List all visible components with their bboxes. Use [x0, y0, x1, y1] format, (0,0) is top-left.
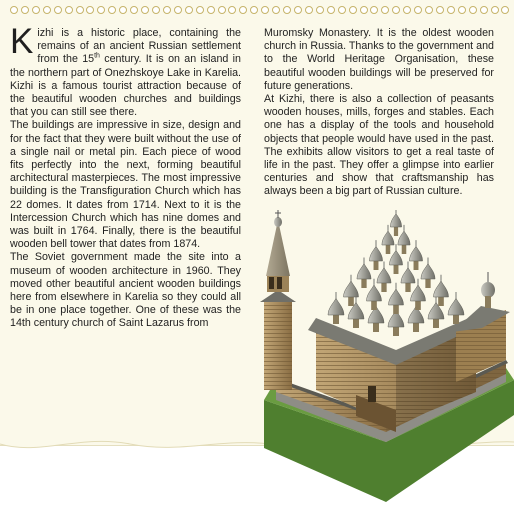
binding-ring-icon	[316, 6, 324, 14]
kizhi-church-illustration	[256, 210, 514, 512]
dome-drum	[361, 278, 366, 288]
dome-drum	[353, 318, 359, 328]
binding-ring-icon	[305, 6, 313, 14]
binding-ring-icon	[501, 6, 509, 14]
onion-dome	[433, 281, 448, 297]
binding-ring-icon	[218, 6, 226, 14]
dome-drum	[394, 226, 398, 236]
dome-drum	[348, 296, 354, 306]
onion-dome	[366, 285, 381, 301]
binding-ring-icon	[119, 6, 127, 14]
binding-ring-icon	[392, 6, 400, 14]
paragraph-intro	[10, 22, 242, 119]
onion-dome	[409, 246, 422, 261]
dome-drum	[381, 282, 386, 292]
binding-ring-icon	[272, 6, 280, 14]
binding-ring-icon	[349, 6, 357, 14]
dome-drum	[373, 322, 379, 332]
paragraph-collection: At Kizhi, there is also a collection of peasants wooden houses, mills, forges and stables. Each one has a display of the tools and household objects that people would have used in the past. The exhibits allow visitors to get a real taste of life in the past. They offer a glimpse into earlier centuries and show that craftsmanship has always been a big part of Russian culture.	[264, 93, 494, 198]
binding-ring-icon	[436, 6, 444, 14]
dome-drum	[333, 314, 339, 324]
dome-drum	[438, 296, 444, 306]
binding-ring-icon	[327, 6, 335, 14]
binding-ring-icon	[54, 6, 62, 14]
dome-drum	[414, 260, 419, 270]
binding-ring-icon	[76, 6, 84, 14]
article-left-column	[10, 22, 242, 331]
binding-ring-icon	[425, 6, 433, 14]
binding-ring-icon	[163, 6, 171, 14]
binding-ring-icon	[152, 6, 160, 14]
superscript-th: th	[94, 52, 100, 60]
dome-drum	[413, 322, 419, 332]
binding-ring-icon	[185, 6, 193, 14]
binding-ring-icon	[97, 6, 105, 14]
binding-ring-icon	[480, 6, 488, 14]
binding-ring-icon	[414, 6, 422, 14]
binding-ring-icon	[108, 6, 116, 14]
paragraph-intro-text-1: izhi is a historic place, containing the remains of an ancient Russian settlement from the 15	[37, 27, 241, 66]
binding-ring-icon	[86, 6, 94, 14]
binding-ring-icon	[381, 6, 389, 14]
dome-drum	[386, 244, 391, 254]
spiral-binding-icon	[10, 6, 510, 16]
binding-ring-icon	[43, 6, 51, 14]
binding-ring-icon	[10, 6, 18, 14]
binding-ring-icon	[458, 6, 466, 14]
paragraph-soviet: The Soviet government made the site into a museum of wooden architecture in 1960. They moved other beautiful ancient wooden buildings here from elsewhere in Karelia so they could all be in one place together. One of these was the 14th century church of Saint Lazarus from	[10, 251, 241, 330]
binding-ring-icon	[174, 6, 182, 14]
binding-ring-icon	[360, 6, 368, 14]
onion-dome	[343, 281, 358, 297]
paragraph-intro-text-2: century. It is on an island in the northern part of Onezhskoye Lake in Karelia. Kizhi is a famous tourist attraction because of the beautiful wooden churches and buildings that you can still see there.	[10, 53, 242, 119]
binding-ring-icon	[130, 6, 138, 14]
dome-drum	[393, 304, 399, 314]
onion-dome	[388, 289, 403, 305]
paragraph-monastery: Muromsky Monastery. It is the oldest wooden church in Russia. Thanks to the government and to the World Heritage Organisation, these beautiful wooden buildings will be preserved for future generations.	[264, 27, 494, 92]
onion-dome	[382, 231, 394, 245]
dome-drum	[433, 318, 439, 328]
dome-drum	[402, 244, 407, 254]
binding-ring-icon	[32, 6, 40, 14]
binding-ring-icon	[239, 6, 247, 14]
onion-dome	[357, 263, 371, 279]
drop-cap: K	[10, 22, 34, 61]
onion-dome	[377, 267, 391, 283]
binding-ring-icon	[250, 6, 258, 14]
binding-ring-icon	[228, 6, 236, 14]
onion-dome	[390, 214, 401, 227]
dome-drum	[371, 300, 377, 310]
binding-ring-icon	[403, 6, 411, 14]
binding-ring-icon	[65, 6, 73, 14]
binding-ring-icon	[21, 6, 29, 14]
church-domes	[328, 210, 464, 336]
dome-drum	[394, 264, 399, 274]
onion-dome	[398, 231, 410, 245]
binding-ring-icon	[447, 6, 455, 14]
binding-ring-icon	[261, 6, 269, 14]
binding-ring-icon	[141, 6, 149, 14]
onion-dome	[401, 267, 415, 283]
binding-ring-icon	[338, 6, 346, 14]
onion-dome	[369, 246, 382, 261]
article-right-column	[264, 27, 494, 199]
dome-drum	[374, 260, 379, 270]
binding-ring-icon	[196, 6, 204, 14]
onion-dome	[410, 285, 425, 301]
binding-ring-icon	[294, 6, 302, 14]
binding-ring-icon	[283, 6, 291, 14]
paragraph-buildings: The buildings are impressive in size, design and for the fact that they were built without the use of a single nail or metal pin. Each piece of wood fits perfectly into the next, forming beautiful architectural masterpieces. The most impressive building is the Transfiguration Church which has 22 domes. It dates from 1714. Next to it is the Intercession Church which has nine domes and was built in 1764. Finally, there is the beautiful wooden bell tower that dates from 1874.	[10, 119, 241, 251]
dome-drum	[405, 282, 410, 292]
binding-ring-icon	[469, 6, 477, 14]
dome-drum	[425, 278, 430, 288]
onion-dome	[421, 263, 435, 279]
binding-ring-icon	[207, 6, 215, 14]
bell-tower	[260, 210, 296, 390]
onion-dome	[389, 250, 402, 265]
binding-ring-icon	[370, 6, 378, 14]
dome-drum	[393, 326, 399, 336]
dome-drum	[415, 300, 421, 310]
binding-ring-icon	[491, 6, 499, 14]
onion-dome	[448, 298, 464, 315]
dome-drum	[453, 314, 459, 324]
onion-dome	[328, 298, 344, 315]
